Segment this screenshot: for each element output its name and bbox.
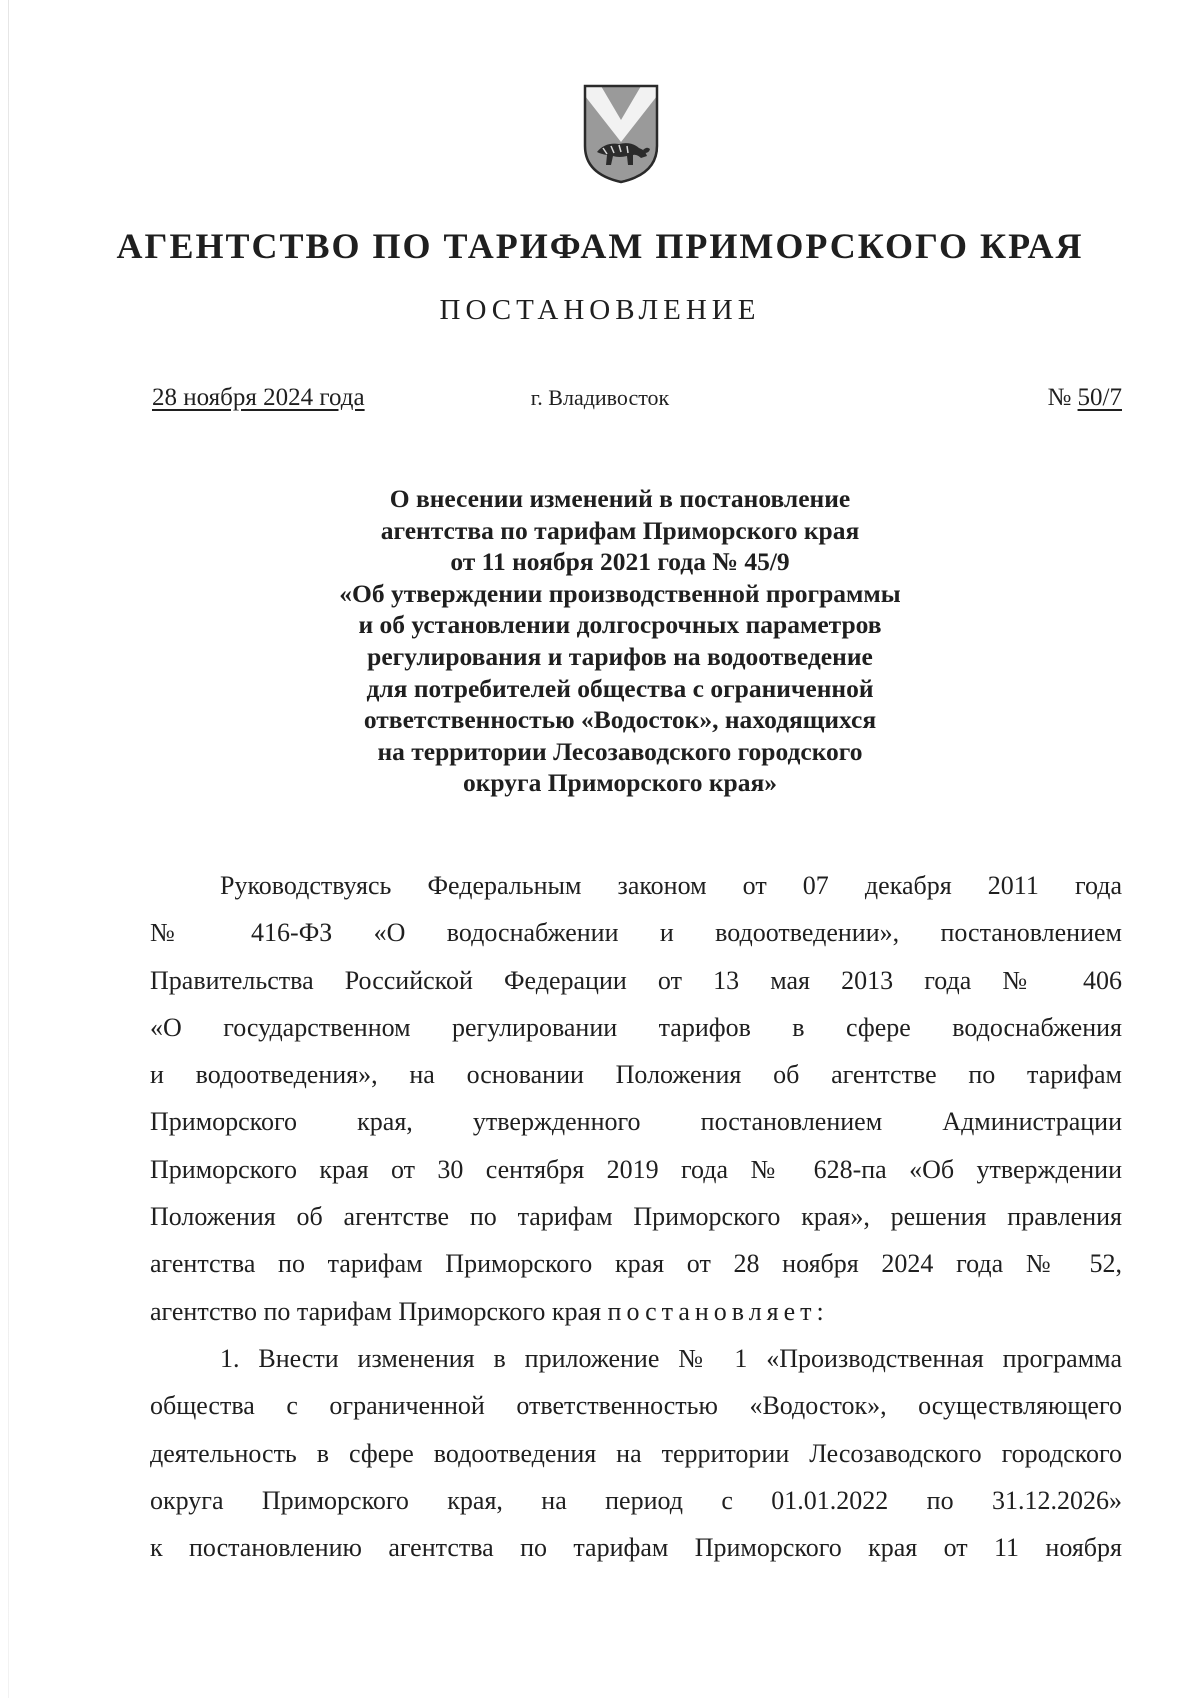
item1-line: деятельность в сфере водоотведения на территории Лесозаводского городского xyxy=(150,1438,1122,1468)
preamble-line: Руководствуясь Федеральным законом от 07 декабря 2011 года xyxy=(220,871,1122,900)
preamble-line: и водоотведения», на основании Положения об агентстве по тарифам xyxy=(150,1060,1122,1090)
heading-line: на территории Лесозаводского городского xyxy=(377,736,863,766)
document-type: ПОСТАНОВЛЕНИЕ xyxy=(439,294,761,326)
item1-line: к постановлению агентства по тарифам Приморского края от 11 ноября xyxy=(150,1533,1122,1563)
heading-line: от 11 ноября 2021 года № 45/9 xyxy=(450,547,790,577)
document-city: г. Владивосток xyxy=(530,385,670,410)
resolution-verb: постановляет: xyxy=(607,1296,829,1326)
heading-line: для потребителей общества с ограниченной xyxy=(366,673,874,703)
document-heading xyxy=(200,483,1040,799)
heading-line: ответственностью «Водосток», находящихся xyxy=(363,705,877,735)
preamble-line: «О государственном регулировании тарифов в сфере водоснабжения xyxy=(150,1012,1122,1042)
heading-line: и об установлении долгосрочных параметров xyxy=(358,610,882,640)
preamble-line: Приморского края, утвержденного постановлением Администрации xyxy=(150,1107,1122,1137)
preamble-line: агентства по тарифам Приморского края от 28 ноября 2024 года № 52, xyxy=(150,1249,1122,1279)
preamble-line: № 416-ФЗ «О водоснабжении и водоотведении», постановлением xyxy=(150,918,1122,948)
number-sign: № xyxy=(1047,384,1072,411)
heading-line: «Об утверждении производственной программы xyxy=(339,578,901,608)
preamble-last-line xyxy=(150,1288,1122,1335)
coat-of-arms-icon xyxy=(581,82,661,186)
document-body xyxy=(150,862,1122,1571)
heading-line: регулирования и тарифов на водоотведение xyxy=(367,641,873,671)
agency-title: АГЕНТСТВО ПО ТАРИФАМ ПРИМОРСКОГО КРАЯ xyxy=(116,226,1084,266)
preamble-line: Правительства Российской Федерации от 13 мая 2013 года № 406 xyxy=(150,965,1122,995)
preamble-last-prefix: агентство по тарифам Приморского края xyxy=(150,1296,602,1326)
preamble-line: Положения об агентстве по тарифам Приморского края», решения правления xyxy=(150,1202,1122,1232)
item1-line: общества с ограниченной ответственностью «Водосток», осуществляющего xyxy=(150,1391,1122,1421)
heading-line: округа Приморского края» xyxy=(462,768,778,798)
item1-line: округа Приморского края, на период с 01.01.2022 по 31.12.2026» xyxy=(150,1485,1122,1515)
document-number xyxy=(1047,382,1122,414)
preamble-line: Приморского края от 30 сентября 2019 года № 628-па «Об утверждении xyxy=(150,1154,1122,1184)
document-date: 28 ноября 2024 года xyxy=(152,384,365,411)
item1-line: 1. Внести изменения в приложение № 1 «Производственная программа xyxy=(220,1343,1122,1373)
heading-line: агентства по тарифам Приморского края xyxy=(380,515,860,545)
heading-line: О внесении изменений в постановление xyxy=(389,484,851,513)
number-value: 50/7 xyxy=(1077,384,1122,411)
